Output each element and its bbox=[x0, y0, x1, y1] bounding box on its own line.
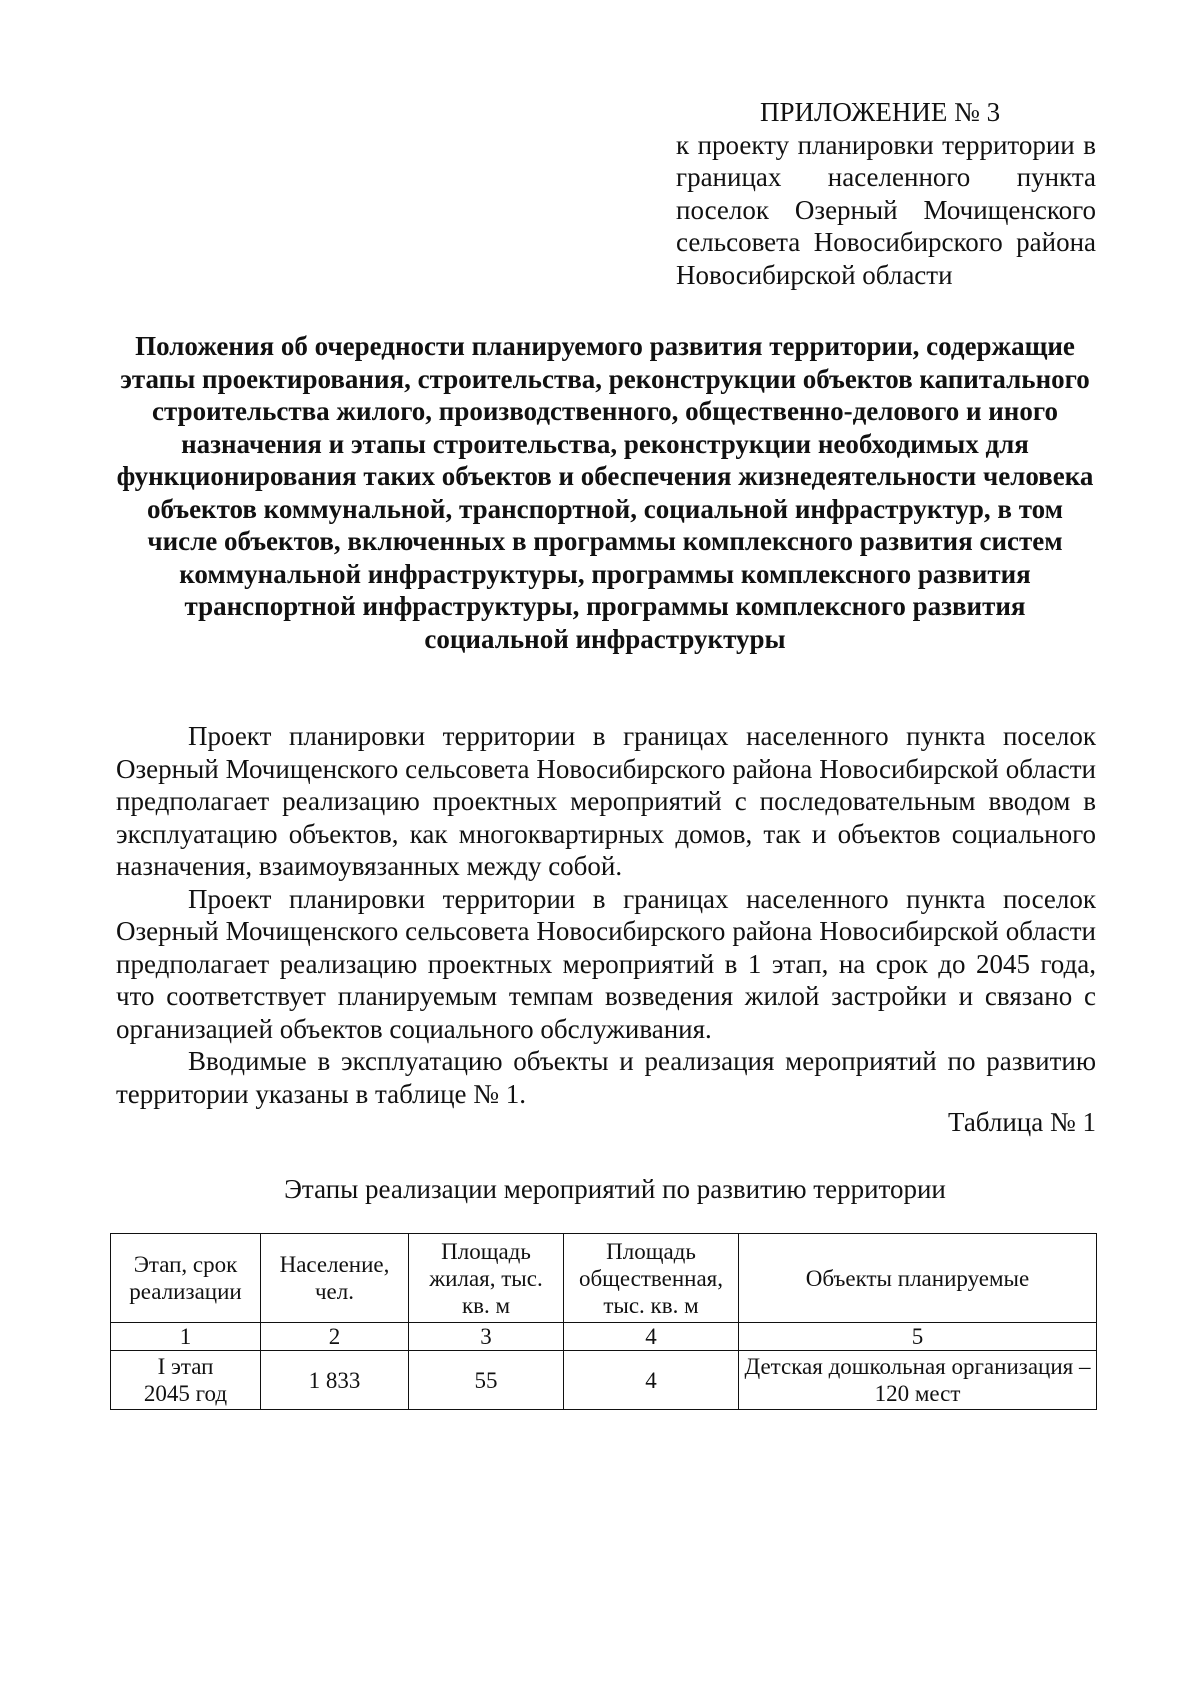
column-number: 3 bbox=[409, 1323, 564, 1351]
body-text bbox=[116, 720, 1096, 1110]
cell-residential-area: 55 bbox=[409, 1351, 564, 1410]
column-number: 1 bbox=[111, 1323, 261, 1351]
table-header-row bbox=[111, 1234, 1097, 1323]
document-title: Положения об очередности планируемого развития территории, содержащие этапы проектирования, строительства, реконструкции объектов капитального строительства жилого, производственного, общественно-делового и иного назначения и этапы строительства, реконструкции необходимых для функционирования таких объектов и обеспечения жизнедеятельности человека объектов коммунальной, транспортной, социальной инфраструктур, в том числе объектов, включенных в программы комплексного развития систем коммунальной инфраструктуры, программы комплексного развития транспортной инфраструктуры, программы комплексного развития социальной инфраструктуры bbox=[116, 331, 1094, 654]
header-stage: Этап, срок реализации bbox=[111, 1234, 261, 1323]
header-residential-area: Площадь жилая, тыс. кв. м bbox=[409, 1234, 564, 1323]
cell-objects: Детская дошкольная организация – 120 мест bbox=[739, 1351, 1097, 1410]
column-number-row bbox=[111, 1323, 1097, 1351]
paragraph-2: Проект планировки территории в границах населенного пункта поселок Озерный Мочищенского сельсовета Новосибирского района Новосибирской области предполагает реализацию проектных мероприятий в 1 этап, на срок до 2045 года, что соответствует планируемым темпам возведения жилой застройки и связано с организацией объектов социального обслуживания. bbox=[116, 883, 1096, 1044]
cell-stage bbox=[111, 1351, 261, 1410]
paragraph-3: Вводимые в эксплуатацию объекты и реализация мероприятий по развитию территории указаны в таблице № 1. bbox=[116, 1046, 1096, 1109]
header-objects: Объекты планируемые bbox=[739, 1234, 1097, 1323]
cell-population: 1 833 bbox=[261, 1351, 409, 1410]
column-number: 4 bbox=[564, 1323, 739, 1351]
table-row bbox=[111, 1351, 1097, 1410]
stage-name: I этап bbox=[157, 1354, 214, 1379]
stage-year: 2045 год bbox=[143, 1381, 228, 1406]
table-label: Таблица № 1 bbox=[948, 1107, 1096, 1137]
stages-table bbox=[110, 1233, 1097, 1410]
table-caption: Этапы реализации мероприятий по развитию территории bbox=[284, 1174, 946, 1204]
cell-public-area: 4 bbox=[564, 1351, 739, 1410]
appendix-header bbox=[676, 96, 1096, 291]
header-public-area: Площадь общественная, тыс. кв. м bbox=[564, 1234, 739, 1323]
column-number: 2 bbox=[261, 1323, 409, 1351]
header-population: Население, чел. bbox=[261, 1234, 409, 1323]
paragraph-1: Проект планировки территории в границах населенного пункта поселок Озерный Мочищенского сельсовета Новосибирского района Новосибирской области предполагает реализацию проектных мероприятий с последовательным вводом в эксплуатацию объектов, как многоквартирных домов, так и объектов социального назначения, взаимоувязанных между собой. bbox=[116, 721, 1096, 881]
appendix-title: ПРИЛОЖЕНИЕ № 3 bbox=[760, 97, 1001, 127]
appendix-subtitle: к проекту планировки территории в границах населенного пункта поселок Озерный Мочищенского сельсовета Новосибирского района Новосибирской области bbox=[676, 129, 1096, 290]
column-number: 5 bbox=[739, 1323, 1097, 1351]
